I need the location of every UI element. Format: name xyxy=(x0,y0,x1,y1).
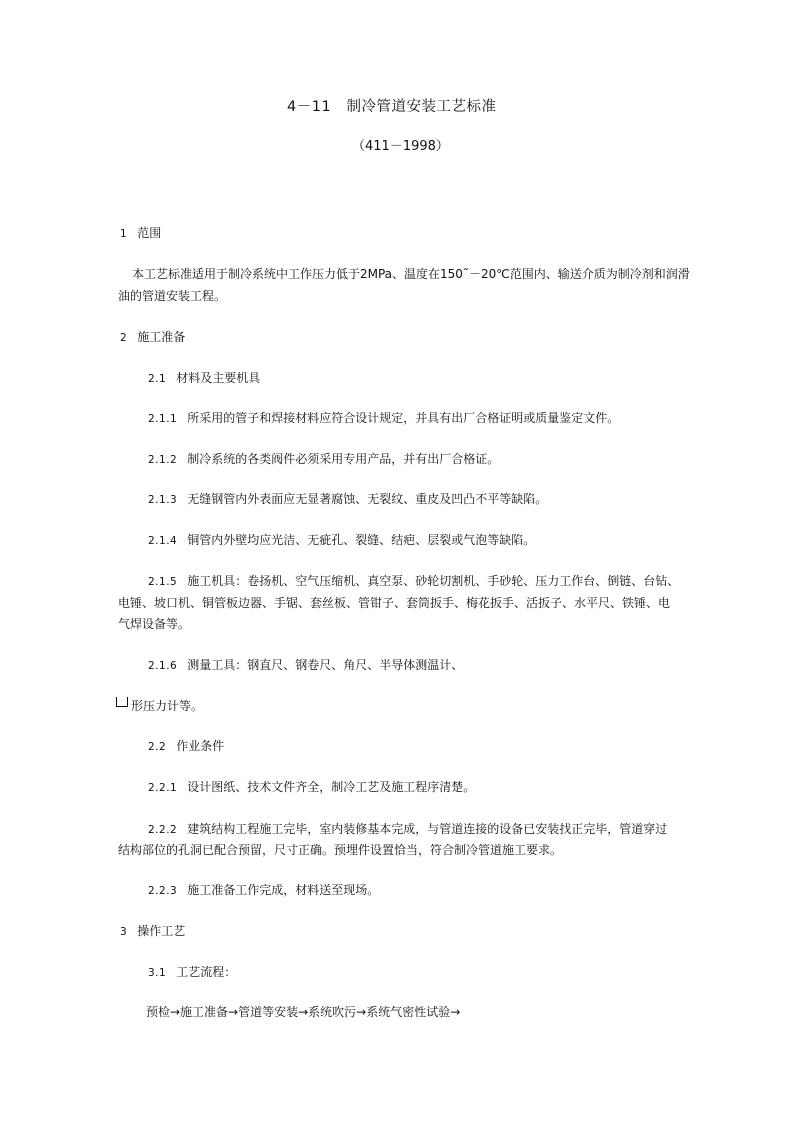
clause-number: 2.1.2 xyxy=(148,454,178,466)
clause-text: 设计图纸、技术文件齐全，制冷工艺及施工程序清楚。 xyxy=(187,780,476,794)
clause-text: 所采用的管子和焊接材料应符合设计规定，并具有出厂合格证明或质量鉴定文件。 xyxy=(187,411,620,425)
section-number: 2 xyxy=(120,332,128,344)
clause-2-1-4 xyxy=(148,532,535,549)
section-3-1-heading xyxy=(148,964,236,981)
document-title xyxy=(287,99,497,115)
clause-number: 2.2.2 xyxy=(148,824,178,836)
section-number: 1 xyxy=(120,228,128,240)
section-title: 材料及主要机具 xyxy=(176,371,261,385)
section-3-heading xyxy=(120,923,185,940)
section-number: 3 xyxy=(120,926,128,938)
clause-2-2-1 xyxy=(148,779,475,796)
section-number: 3.1 xyxy=(148,967,167,979)
section-title: 范围 xyxy=(137,226,162,240)
section-number: 2.2 xyxy=(148,741,167,753)
section-1-heading xyxy=(120,225,161,242)
section-2-1-heading xyxy=(148,370,260,387)
document-code: 4－11 xyxy=(287,99,332,115)
document-title-text: 制冷管道安装工艺标准 xyxy=(346,99,497,115)
clause-number: 2.1.4 xyxy=(148,535,178,547)
process-flow: 预检→施工准备→管道等安装→系统吹污→系统气密性试验→ xyxy=(146,1005,461,1019)
clause-text: 无缝钢管内外表面应无显著腐蚀、无裂纹、重皮及凹凸不平等缺陷。 xyxy=(187,492,548,506)
clause-text: 测量工具：钢直尺、钢卷尺、角尺、半导体测温计、 xyxy=(187,658,464,672)
clause-text: 施工准备工作完成，材料送至现场。 xyxy=(187,883,380,897)
clause-2-1-6 xyxy=(148,657,463,674)
clause-2-1-3 xyxy=(148,491,547,508)
clause-number: 2.1.5 xyxy=(148,576,178,588)
clause-2-2-3 xyxy=(148,882,379,899)
paragraph-line: 本工艺标准适用于制冷系统中工作压力低于2MPa、温度在150˜－20℃范围内、输送介质为制冷剂和润滑 xyxy=(132,267,690,281)
clause-continuation: 气焊设备等。 xyxy=(118,617,191,631)
section-title: 操作工艺 xyxy=(137,924,186,938)
clause-number: 2.1.1 xyxy=(148,413,178,425)
clause-2-1-1 xyxy=(148,410,619,427)
section-title: 施工准备 xyxy=(137,330,186,344)
clause-2-1-2 xyxy=(148,451,499,468)
clause-text: 施工机具：卷扬机、空气压缩机、真空泵、砂轮切割机、手砂轮、压力工作台、倒链、台钻、 xyxy=(187,574,680,588)
section-title: 作业条件 xyxy=(176,739,225,753)
clause-2-2-2 xyxy=(148,821,667,838)
clause-continuation: 电锤、坡口机、铜管板边器、手锯、套丝板、管钳子、套筒扳手、梅花扳手、活扳子、水平尺、铁锤、电 xyxy=(118,596,671,610)
clause-text: 建筑结构工程施工完毕，室内装修基本完成，与管道连接的设备已安装找正完毕，管道穿过 xyxy=(187,822,668,836)
clause-number: 2.2.1 xyxy=(148,782,178,794)
clause-number: 2.2.3 xyxy=(148,885,178,897)
clause-2-1-5 xyxy=(148,573,679,590)
section-2-heading xyxy=(120,329,185,346)
section-title: 工艺流程： xyxy=(176,965,237,979)
section-2-2-heading xyxy=(148,738,224,755)
clause-number: 2.1.6 xyxy=(148,660,178,672)
paragraph-line: 油的管道安装工程。 xyxy=(118,289,227,303)
clause-continuation: 形压力计等。 xyxy=(131,699,204,713)
clause-text: 铜管内外壁均应光洁、无疵孔、裂缝、结疤、层裂或气泡等缺陷。 xyxy=(187,533,536,547)
clause-continuation: 结构部位的孔洞已配合预留，尺寸正确。预埋件设置恰当，符合制冷管道施工要求。 xyxy=(118,843,563,857)
document-number: （411－1998） xyxy=(352,139,449,154)
u-shape-symbol xyxy=(116,697,128,707)
clause-text: 制冷系统的各类阀件必须采用专用产品，并有出厂合格证。 xyxy=(187,452,500,466)
clause-number: 2.1.3 xyxy=(148,494,178,506)
section-number: 2.1 xyxy=(148,373,167,385)
